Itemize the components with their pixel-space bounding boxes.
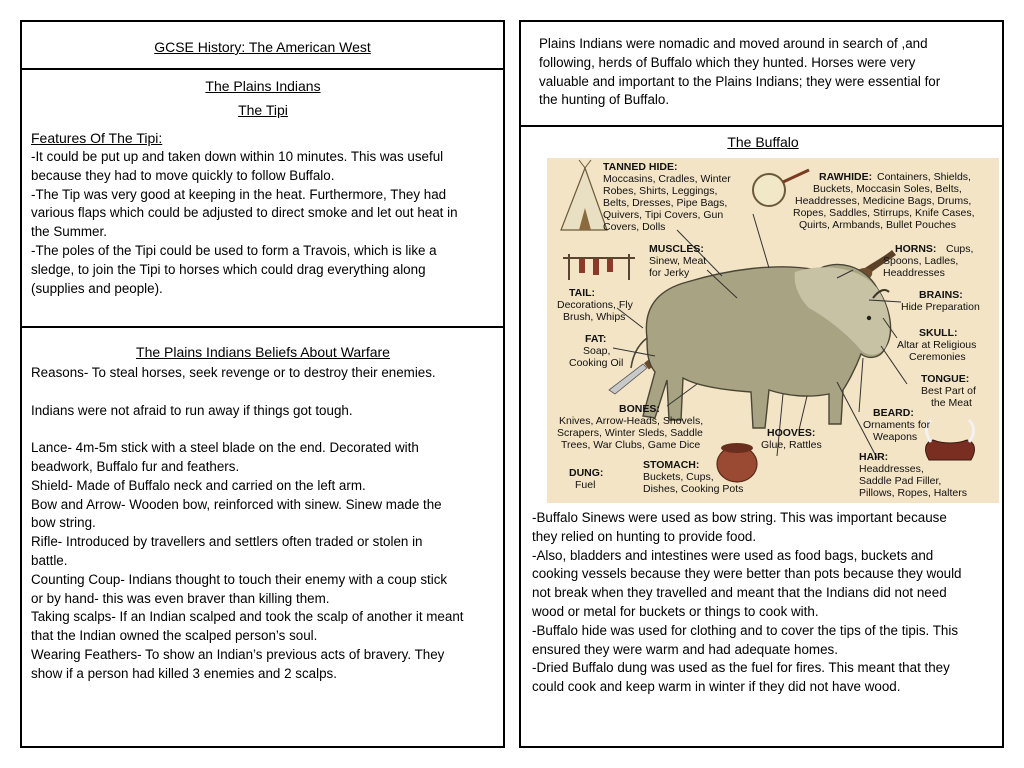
tipi-box — [20, 68, 505, 328]
text-line: Bow and Arrow- Wooden bow, reinforced with sinew. Sinew made the — [31, 496, 442, 512]
plains-indians-heading: The Plains Indians — [205, 78, 321, 94]
stomach-line: Buckets, Cups, — [643, 471, 714, 483]
buffalo-uses-text — [532, 509, 994, 697]
text-line: cooking vessels because they were better than pots because they would — [532, 566, 962, 582]
rawhide-line: Headdresses, Medicine Bags, Drums, — [795, 195, 972, 207]
text-line: the Summer. — [31, 224, 107, 240]
fat-line: Cooking Oil — [569, 357, 624, 369]
rawhide-line: Buckets, Moccasin Soles, Belts, — [813, 183, 962, 195]
muscles-line: for Jerky — [649, 267, 690, 279]
text-line: show if a person had killed 3 enemies and 2 scalps. — [31, 665, 337, 681]
fat-title: FAT: — [585, 333, 607, 345]
tanned-hide-line: Belts, Dresses, Pipe Bags, — [603, 197, 728, 209]
warfare-reasons: Reasons- To steal horses, seek revenge or to destroy their enemies. — [31, 365, 436, 380]
text-line: battle. — [31, 552, 68, 568]
fat-line: Soap, — [583, 345, 611, 357]
warfare-run-away: Indians were not afraid to run away if things got tough. — [31, 402, 353, 418]
text-line: -Dried Buffalo dung was used as the fuel for fires. This meant that they — [532, 660, 950, 676]
horns-line: Headdresses — [883, 267, 945, 279]
buffalo-uses-diagram — [547, 158, 999, 503]
stomach-title: STOMACH: — [643, 459, 700, 471]
cooking-pot-icon — [717, 443, 757, 482]
buffalo-box — [519, 125, 1004, 748]
text-line: -Buffalo Sinews were used as bow string. This was important because — [532, 510, 947, 525]
muscles-title: MUSCLES: — [649, 243, 704, 255]
text-line: bow string. — [31, 515, 96, 531]
text-line: or by hand- this was even braver than killing them. — [31, 590, 330, 606]
tail-line: Decorations, Fly — [557, 299, 633, 311]
text-line: following, herds of Buffalo which they hunted. Horses were very — [539, 54, 916, 70]
text-line: Plains Indians were nomadic and moved around in search of ,and — [539, 36, 928, 51]
horns-title: HORNS: — [895, 243, 937, 255]
dung-title: DUNG: — [569, 467, 604, 479]
text-line: (supplies and people). — [31, 280, 163, 296]
tail-line: Brush, Whips — [563, 311, 626, 323]
text-line: valuable and important to the Plains Indians; they were essential for — [539, 73, 941, 89]
page-title: GCSE History: The American West — [154, 39, 371, 55]
brains-line: Hide Preparation — [901, 301, 980, 313]
tongue-title: TONGUE: — [921, 373, 970, 385]
bones-line: Knives, Arrow-Heads, Shovels, — [559, 415, 704, 427]
tongue-line: Best Part of — [921, 385, 976, 397]
text-line: ensured they were warm and had adequate homes. — [532, 641, 838, 657]
text-line: that the Indian owned the scalped person’s soul. — [31, 628, 318, 644]
rawhide-title: RAWHIDE: — [819, 171, 873, 183]
text-line: the hunting of Buffalo. — [539, 92, 670, 108]
muscles-line: Sinew, Meat — [649, 255, 707, 267]
skull-line: Ceremonies — [909, 351, 966, 363]
rawhide-line: Ropes, Saddles, Stirrups, Knife Cases, — [793, 207, 975, 219]
text-line: sledge, to join the Tipi to horses which could drag everything along — [31, 261, 426, 277]
skull-title: SKULL: — [919, 327, 958, 339]
tanned-hide-line: Robes, Shirts, Leggings, — [603, 185, 718, 197]
hair-line: Headdresses, — [859, 463, 924, 475]
text-line: not break when they travelled and meant that the Indians did not need — [532, 585, 947, 601]
text-line: beadwork, Buffalo fur and feathers. — [31, 458, 240, 474]
dung-line: Fuel — [575, 479, 596, 491]
tongue-line: the Meat — [931, 397, 972, 409]
text-line: -The Tip was very good at keeping in the heat. Furthermore, They had — [31, 186, 447, 202]
horns-line: Spoons, Ladles, — [883, 255, 959, 267]
hooves-title: HOOVES: — [767, 427, 816, 439]
intro-text — [521, 22, 1002, 110]
beard-line: Ornaments for — [863, 419, 931, 431]
title-box — [20, 20, 505, 70]
text-line: -It could be put up and taken down within 10 minutes. This was useful — [31, 149, 444, 164]
bones-line: Trees, War Clubs, Game Dice — [561, 439, 701, 451]
tipi-features-text — [31, 148, 495, 298]
text-line: wood or metal for buckets or things to cook with. — [532, 603, 819, 619]
intro-box — [519, 20, 1004, 127]
beard-title: BEARD: — [873, 407, 914, 419]
text-line: -Also, bladders and intestines were used as food bags, buckets and — [532, 547, 934, 563]
hair-line: Pillows, Ropes, Halters — [859, 487, 967, 499]
warfare-box — [20, 326, 505, 748]
tail-title: TAIL: — [569, 287, 596, 299]
bones-title: BONES: — [619, 403, 660, 415]
buffalo-heading: The Buffalo — [727, 134, 799, 150]
text-line: Shield- Made of Buffalo neck and carried on the left arm. — [31, 477, 366, 493]
tipi-heading: The Tipi — [238, 102, 288, 118]
stomach-line: Dishes, Cooking Pots — [643, 483, 744, 495]
hair-title: HAIR: — [859, 451, 889, 463]
text-line: -Buffalo hide was used for clothing and to cover the tips of the tipis. This — [532, 622, 959, 638]
tanned-hide-title: TANNED HIDE: — [603, 161, 678, 173]
text-line: Rifle- Introduced by travellers and settlers often traded or stolen in — [31, 534, 423, 550]
skull-line: Altar at Religious — [897, 339, 977, 351]
tanned-hide-line: Quivers, Tipi Covers, Gun — [603, 209, 724, 221]
hooves-line: Glue, Rattles — [761, 439, 822, 451]
brains-title: BRAINS: — [919, 289, 963, 301]
text-line: Taking scalps- If an Indian scalped and took the scalp of another it meant — [31, 609, 464, 625]
text-line: because they had to move quickly to follow Buffalo. — [31, 167, 335, 183]
text-line: various flaps which could be adjusted to direct smoke and let out heat in — [31, 205, 458, 221]
bones-line: Scrapers, Winter Sleds, Saddle — [557, 427, 703, 439]
text-line: they relied on hunting to provide food. — [532, 528, 757, 544]
text-line: could cook and keep warm in winter if they did not have wood. — [532, 679, 901, 695]
beard-line: Weapons — [873, 431, 918, 443]
rawhide-line: Quirts, Armbands, Bullet Pouches — [799, 219, 956, 231]
hair-line: Saddle Pad Filler, — [859, 475, 942, 487]
horns-line: Cups, — [946, 243, 974, 255]
text-line: -The poles of the Tipi could be used to form a Travois, which is like a — [31, 242, 437, 258]
warfare-weapons-text — [31, 439, 495, 683]
warfare-heading: The Plains Indians Beliefs About Warfare — [136, 344, 390, 360]
text-line: Lance- 4m-5m stick with a steel blade on the end. Decorated with — [31, 440, 419, 456]
tanned-hide-line: Moccasins, Cradles, Winter — [603, 173, 731, 185]
rawhide-line: Containers, Shields, — [877, 171, 971, 183]
text-line: Counting Coup- Indians thought to touch their enemy with a coup stick — [31, 571, 448, 587]
features-heading: Features Of The Tipi: — [31, 130, 163, 146]
tanned-hide-line: Covers, Dolls — [603, 221, 666, 233]
text-line: Wearing Feathers- To show an Indian’s previous acts of bravery. They — [31, 646, 445, 662]
